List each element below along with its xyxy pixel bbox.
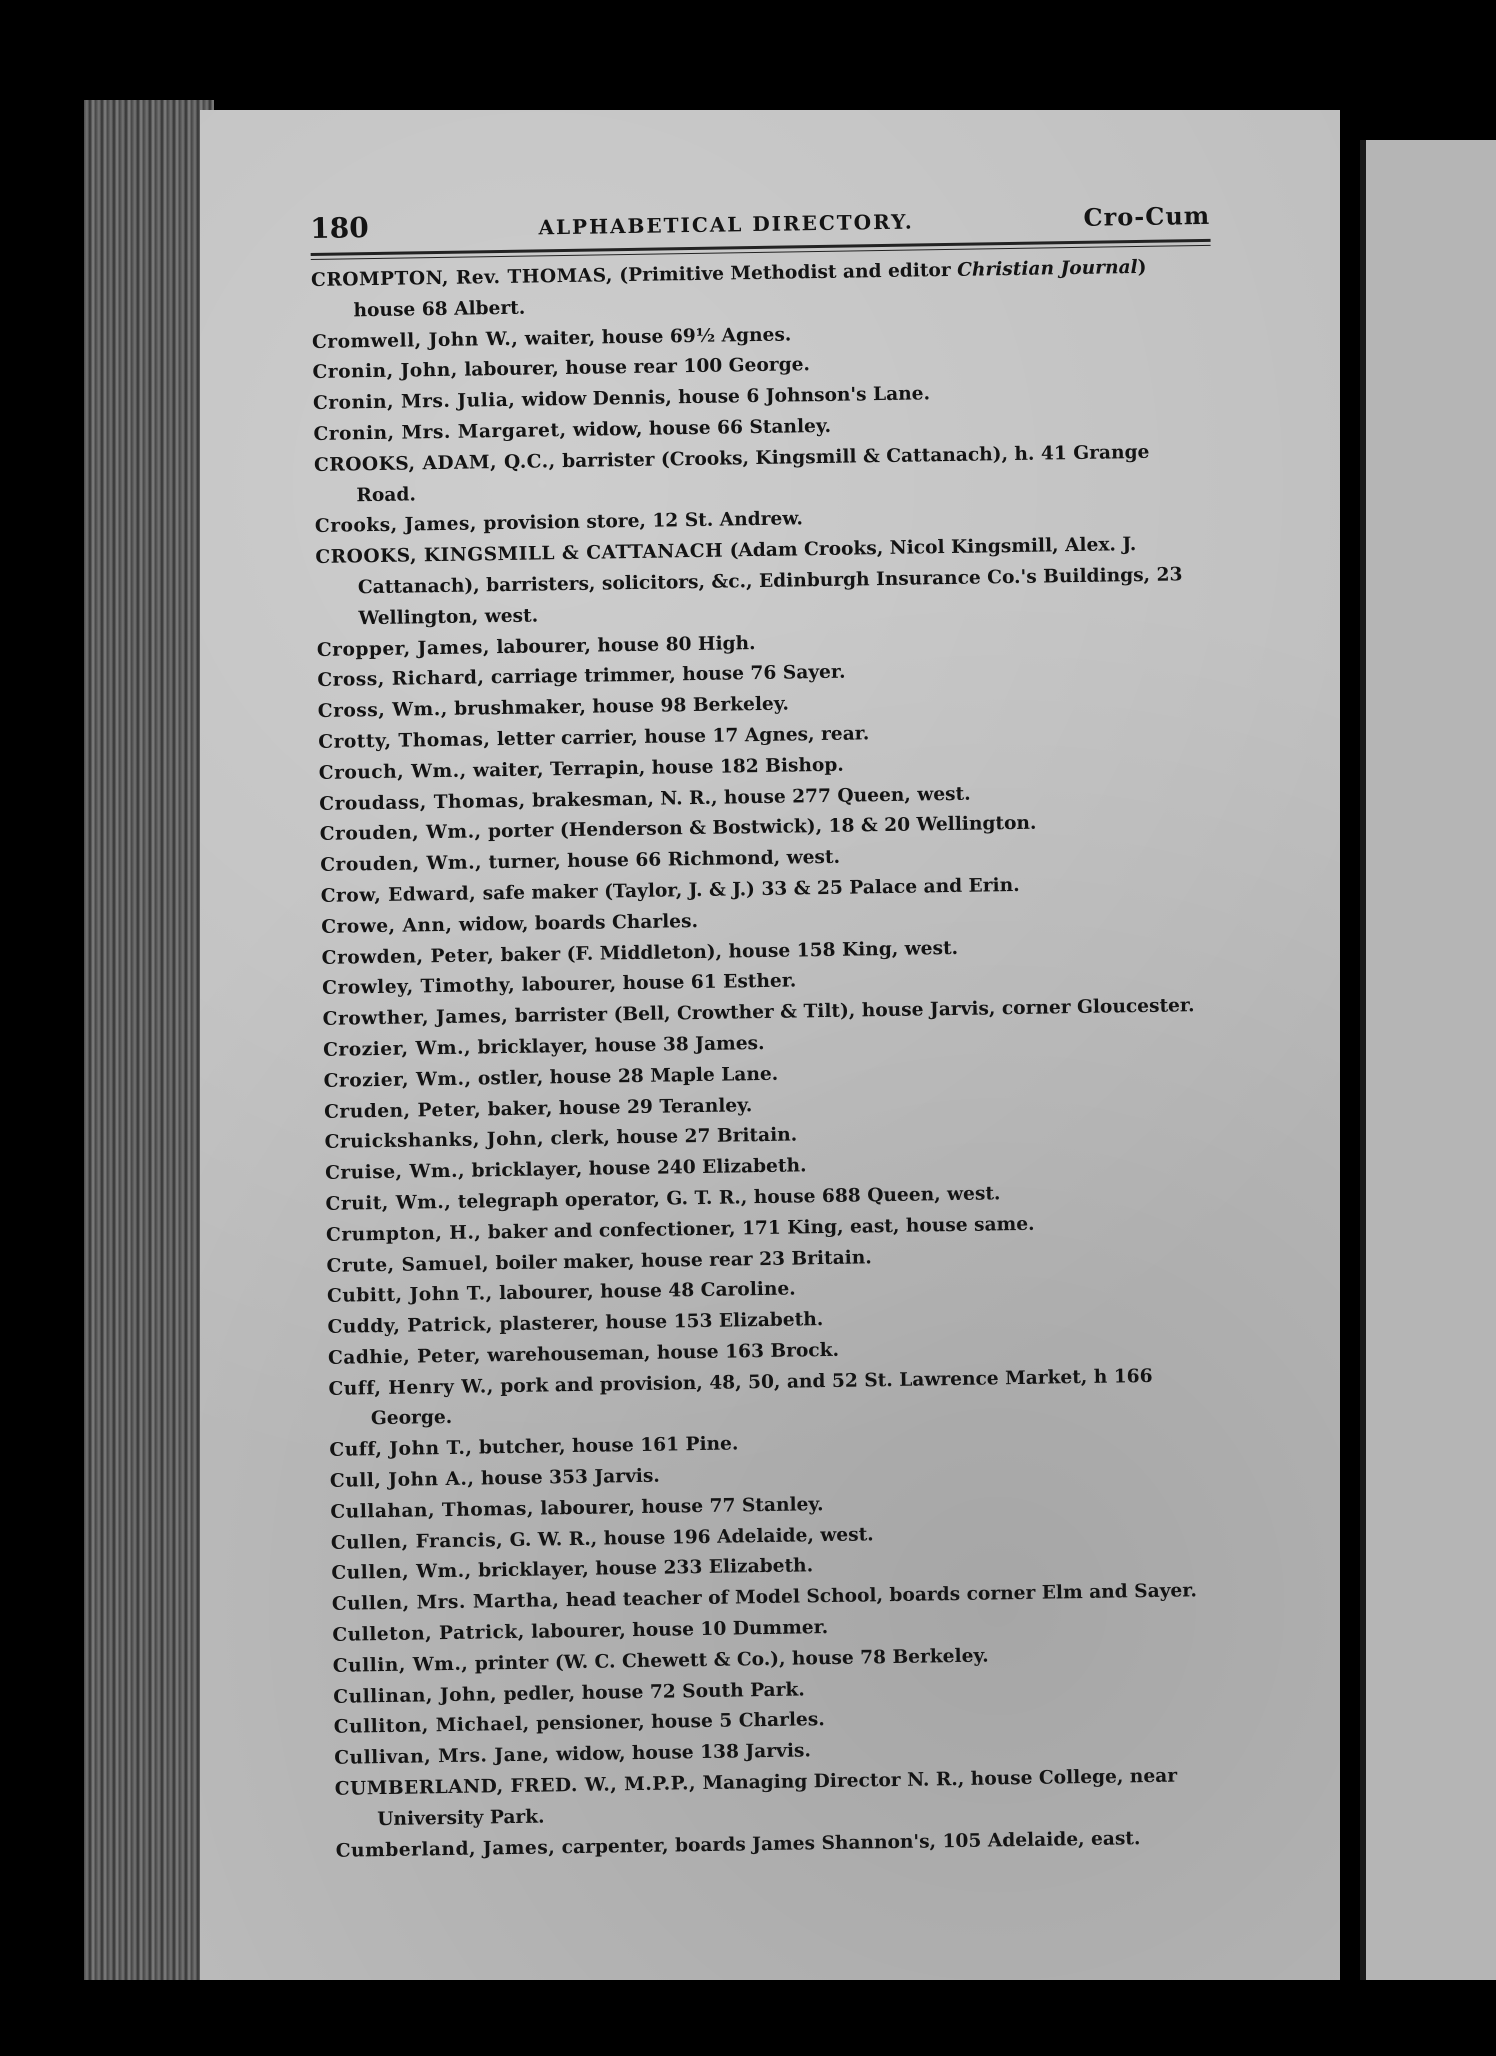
entry-name: Crouden, Wm., — [320, 852, 483, 877]
entry-name: Crozier, Wm., — [323, 1037, 472, 1061]
entry-name: Cuddy, Patrick, — [327, 1314, 494, 1338]
entry-name: Cuff, John T., — [329, 1437, 473, 1462]
entry-text: bricklayer, house 233 Elizabeth. — [477, 1555, 814, 1582]
entry-text: porter (Henderson & Bostwick), 18 & 20 Wellington. — [487, 813, 1037, 843]
entry-name: Cronin, John, — [312, 360, 458, 384]
page-number: 180 — [310, 211, 369, 245]
entry-name: Cadhie, Peter, — [327, 1345, 482, 1369]
entry-name: Crow, Edward, — [320, 883, 477, 907]
entry-name: Crute, Samuel, — [326, 1252, 490, 1277]
entry-name: Cullahan, Thomas, — [330, 1498, 535, 1523]
entry-text: provision store, 12 St. Andrew. — [483, 508, 804, 535]
entry-text: labourer, house 48 Caroline. — [498, 1278, 796, 1305]
entry-name: Cull, John A., — [329, 1468, 475, 1492]
entry-name: Cullivan, Mrs. Jane, — [334, 1744, 550, 1770]
entry-text: boiler maker, house rear 23 Britain. — [495, 1246, 872, 1274]
entry-name: Cullen, Mrs. Martha, — [331, 1590, 560, 1616]
entry-name: Cromwell, John W., — [311, 328, 519, 353]
entry-text: ) house 68 Albert. — [353, 256, 1147, 322]
entry-text: brushmaker, house 98 Berkeley. — [454, 693, 790, 720]
entry-name: Cronin, Mrs. Julia, — [312, 389, 516, 415]
entry-name: Culliton, Michael, — [333, 1714, 530, 1739]
entry-text: bricklayer, house 240 Elizabeth. — [471, 1155, 807, 1182]
entry-name: Cumberland, James, — [335, 1836, 556, 1862]
entry-text: baker and confectioner, 171 King, east, house same. — [487, 1213, 1035, 1244]
facing-page-edge — [1360, 140, 1496, 1980]
entry-name: CROOKS, ADAM, Q.C., — [313, 450, 556, 476]
entry-name: Culleton, Patrick, — [332, 1621, 525, 1646]
entry-text: warehouseman, house 163 Brock. — [487, 1339, 840, 1367]
entry-name: Cullen, Francis, — [330, 1529, 504, 1554]
entry-name: Cruden, Peter, — [323, 1098, 482, 1123]
entry-text: labourer, house 80 High. — [496, 632, 756, 658]
entry-text: baker (F. Middleton), house 158 King, west. — [500, 937, 959, 966]
entry-list — [312, 313, 1236, 1867]
entry-text: waiter, Terrapin, house 182 Bishop. — [472, 754, 844, 782]
entry-name: Crotty, Thomas, — [318, 729, 491, 753]
entry-name: Cullin, Wm., — [332, 1653, 469, 1677]
entry-text: (Primitive Methodist and editor — [619, 259, 958, 287]
entry-text: pedler, house 72 South Park. — [503, 1679, 805, 1705]
entry-name: CROOKS, KINGSMILL & CATTANACH — [315, 540, 724, 569]
entry-text: house 353 Jarvis. — [480, 1465, 660, 1490]
entry-text: carriage trimmer, house 76 Sayer. — [490, 662, 846, 689]
running-title: ALPHABETICAL DIRECTORY. — [538, 209, 914, 240]
entry-text: bricklayer, house 38 James. — [477, 1032, 765, 1059]
entry-name: Cullen, Wm., — [331, 1561, 472, 1585]
entry-text: Managing Director N. R., house College, near University Park. — [377, 1765, 1178, 1830]
entry-name: Crowden, Peter, — [321, 944, 495, 969]
entry-text: pensioner, house 5 Charles. — [535, 1709, 825, 1736]
entry-text: safe maker (Taylor, J. & J.) 33 & 25 Palace and Erin. — [482, 874, 1020, 905]
entry-text: brakesman, N. R., house 277 Queen, west. — [531, 783, 971, 812]
entry-text: turner, house 66 Richmond, west. — [488, 846, 841, 874]
entry-name: Crozier, Wm., — [323, 1068, 472, 1092]
directory-entry — [315, 529, 1216, 636]
entry-text: head teacher of Model School, boards corner Elm and Sayer. — [565, 1580, 1198, 1612]
entry-name: CUMBERLAND, FRED. W., M.P.P., — [334, 1773, 697, 1800]
entry-text: printer (W. C. Chewett & Co.), house 78 Berkeley. — [474, 1645, 989, 1675]
entry-name: Crowe, Ann, — [321, 914, 453, 938]
entry-text: plasterer, house 153 Elizabeth. — [499, 1309, 824, 1336]
entry-text: widow, house 66 Stanley. — [572, 415, 832, 441]
entry-text: butcher, house 161 Pine. — [478, 1433, 739, 1459]
entry-name: Croudass, Thomas, — [319, 790, 526, 815]
entry-text: widow Dennis, house 6 Johnson's Lane. — [521, 383, 931, 411]
entry-name: Crowther, James, — [322, 1006, 509, 1031]
alphabetical-range: Cro-Cum — [1083, 200, 1211, 232]
entry-name: Cubitt, John T., — [326, 1283, 493, 1308]
entry-italic-title: Christian Journal — [956, 257, 1138, 281]
entry-text: waiter, house 69½ Agnes. — [524, 324, 792, 350]
entry-text: clerk, house 27 Britain. — [550, 1124, 798, 1150]
entry-name: Crouch, Wm., — [318, 760, 467, 784]
entry-text: baker, house 29 Teranley. — [487, 1094, 753, 1120]
entry-text: (Adam Crooks, Nicol Kingsmill, Alex. J. Cattanach), barristers, solicitors, &c., Edinburgh Insurance Co.'s Buildings, 23 Wellington, west. — [357, 534, 1183, 630]
entry-name: Cuff, Henry W., — [328, 1375, 494, 1400]
entry-text: labourer, house rear 100 George. — [464, 354, 811, 381]
entry-text: G. W. R., house 196 Adelaide, west. — [509, 1523, 874, 1551]
entry-name: Crooks, James, — [314, 513, 478, 538]
entry-text: labourer, house 10 Dummer. — [531, 1617, 829, 1643]
entry-name: Crowley, Timothy, — [322, 975, 516, 1000]
entry-name: Cruickshanks, John, — [324, 1128, 545, 1154]
entry-text: carpenter, boards James Shannon's, 105 Adelaide, east. — [561, 1827, 1141, 1858]
entry-name: Cross, Richard, — [317, 667, 485, 692]
entry-text: widow, boards Charles. — [458, 910, 699, 936]
entry-name: CROMPTON, Rev. THOMAS, — [310, 265, 614, 291]
entry-text: telegraph operator, G. T. R., house 688 Queen, west. — [457, 1183, 1001, 1213]
entry-text: labourer, house 77 Stanley. — [540, 1493, 824, 1520]
entry-name: Cropper, James, — [316, 636, 491, 661]
entry-text: pork and provision, 48, 50, and 52 St. Lawrence Market, h 166 George. — [370, 1365, 1153, 1430]
entry-text: widow, house 138 Jarvis. — [555, 1740, 812, 1766]
entry-text: ostler, house 28 Maple Lane. — [477, 1063, 779, 1090]
entry-name: Cullinan, John, — [333, 1683, 498, 1708]
directory-entries — [311, 252, 1236, 1867]
entry-name: Cronin, Mrs. Margaret, — [313, 419, 567, 445]
entry-name: Cross, Wm., — [317, 699, 448, 723]
book-spine-edge — [84, 100, 214, 1980]
entry-text: barrister (Crooks, Kingsmill & Cattanach), h. 41 Grange Road. — [356, 441, 1150, 506]
entry-name: Cruise, Wm., — [324, 1160, 466, 1184]
directory-content — [310, 198, 1236, 1867]
entry-text: barrister (Bell, Crowther & Tilt), house Jarvis, corner Gloucester. — [514, 995, 1195, 1028]
entry-name: Crumpton, H., — [325, 1222, 482, 1246]
entry-text: letter carrier, house 17 Agnes, rear. — [496, 723, 870, 751]
entry-name: Crouden, Wm., — [319, 821, 482, 846]
entry-name: Cruit, Wm., — [325, 1191, 452, 1215]
entry-text: labourer, house 61 Esther. — [521, 970, 797, 997]
